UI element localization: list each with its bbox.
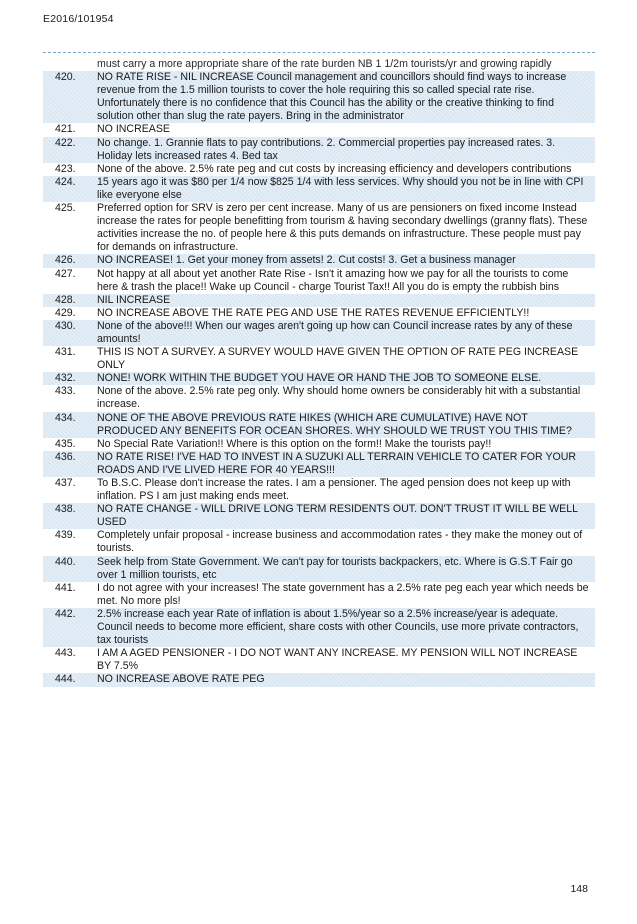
- table-row: [43, 647, 595, 673]
- table-row: [43, 503, 595, 529]
- table-row: [43, 294, 595, 307]
- row-number: 438.: [55, 503, 76, 516]
- table-row: [43, 268, 595, 294]
- row-text: NO INCREASE: [97, 123, 170, 136]
- table-row: [43, 307, 595, 320]
- row-number: 441.: [55, 581, 76, 594]
- responses-table: [43, 58, 595, 687]
- table-row: [43, 137, 595, 163]
- table-row: [43, 202, 595, 254]
- row-text: THIS IS NOT A SURVEY. A SURVEY WOULD HAVE GIVEN THE OPTION OF RATE PEG INCREASE ONLY: [97, 346, 579, 372]
- table-row: [43, 163, 595, 176]
- table-row: [43, 477, 595, 503]
- row-number: 434.: [55, 411, 76, 424]
- table-row: [43, 412, 595, 438]
- header-divider: [43, 52, 595, 53]
- row-number: 437.: [55, 477, 76, 489]
- row-text: NIL INCREASE: [97, 293, 171, 306]
- row-number: 424.: [55, 175, 76, 188]
- table-row: [43, 582, 595, 608]
- row-text: I do not agree with your increases! The state government has a 2.5% rate peg each year which needs be met. No more pls!: [97, 581, 589, 607]
- row-text: must carry a more appropriate share of the rate burden NB 1 1/2m tourists/yr and growing rapidly: [97, 58, 552, 70]
- row-text: None of the above. 2.5% rate peg only. Why should home owners be considerably hit with a substantial increase.: [97, 385, 581, 411]
- row-text: NONE! WORK WITHIN THE BUDGET YOU HAVE OR HAND THE JOB TO SOMEONE ELSE.: [97, 372, 542, 385]
- row-number: 432.: [55, 372, 76, 385]
- row-number: 435.: [55, 437, 76, 450]
- document-reference: E2016/101954: [43, 13, 114, 25]
- table-row: [43, 372, 595, 385]
- page-number: 148: [570, 883, 588, 895]
- table-row: [43, 529, 595, 555]
- table-row: [43, 71, 595, 123]
- row-text: Not happy at all about yet another Rate Rise - Isn't it amazing how we pay for all the tourists to come here & trash the place!! Wake up Council - charge Tourist Tax!! All you do is empty the rubbish bins: [97, 267, 569, 293]
- row-text: NONE OF THE ABOVE PREVIOUS RATE HIKES (WHICH ARE CUMULATIVE) HAVE NOT PRODUCED ANY BENEFITS FOR OCEAN SHORES. WHY SHOULD WE TRUST YOU THIS TIME?: [97, 411, 572, 437]
- row-number: 439.: [55, 529, 76, 542]
- row-text: NO INCREASE! 1. Get your money from assets! 2. Cut costs! 3. Get a business manager: [97, 254, 516, 267]
- row-number: 442.: [55, 607, 76, 620]
- table-row: [43, 346, 595, 372]
- table-row: [43, 556, 595, 582]
- row-number: 433.: [55, 385, 76, 398]
- row-text: 2.5% increase each year Rate of inflation is about 1.5%/year so a 2.5% increase/year is adequate. Council needs to become more efficient, share costs with other Councils, use more private contractors, tax tourists: [97, 607, 579, 647]
- row-number: 420.: [55, 71, 76, 84]
- row-number: 429.: [55, 306, 76, 319]
- table-row: [43, 451, 595, 477]
- table-row: [43, 254, 595, 267]
- row-number: 428.: [55, 293, 76, 306]
- row-number: 423.: [55, 162, 76, 175]
- row-number: 421.: [55, 123, 76, 136]
- row-number: 444.: [55, 673, 76, 686]
- row-text: NO RATE RISE - NIL INCREASE Council management and councillors should find ways to increase revenue from the 1.5 million tourists to cover the hole requiring this so called special rate rise. Unfortunately there is no confidence that this Council has the ability or the creative thinking to find solution other than slug the rate payers. Bring in the administrator: [97, 71, 567, 123]
- row-number: 443.: [55, 647, 76, 660]
- row-number: 426.: [55, 254, 76, 267]
- row-text: No change. 1. Grannie flats to pay contributions. 2. Commercial properties pay increased rates. 3. Holiday lets increased rates 4. Bed tax: [97, 136, 556, 162]
- row-number: 422.: [55, 136, 76, 149]
- row-number: 430.: [55, 319, 76, 332]
- table-row: [43, 385, 595, 411]
- table-row: [43, 123, 595, 136]
- row-text: None of the above!!! When our wages aren't going up how can Council increase rates by any of these amounts!: [97, 319, 573, 345]
- row-number: [43, 58, 97, 71]
- table-row: [43, 320, 595, 346]
- row-number: 427.: [55, 267, 76, 280]
- row-number: 440.: [55, 555, 76, 568]
- row-text: Seek help from State Government. We can't pay for tourists backpackers, etc. Where is G.S.T Fair go over 1 million tourists, etc: [97, 555, 573, 581]
- continuation-row: [43, 58, 595, 71]
- row-text: Preferred option for SRV is zero per cent increase. Many of us are pensioners on fixed income Instead increase the rates for people benefitting from tourism & having secondary dwellings (granny flats). These activities increase the no. of people here & this puts demands on infrastructure. These people must pay for demands on infrastructure.: [97, 202, 588, 254]
- row-text: None of the above. 2.5% rate peg and cut costs by increasing efficiency and developers contributions: [97, 162, 572, 175]
- table-row: [43, 438, 595, 451]
- row-number: 436.: [55, 450, 76, 463]
- row-number: 425.: [55, 202, 76, 215]
- table-row: [43, 608, 595, 647]
- row-text: I AM A AGED PENSIONER - I DO NOT WANT ANY INCREASE. MY PENSION WILL NOT INCREASE BY 7.5%: [97, 647, 578, 673]
- row-text: NO INCREASE ABOVE THE RATE PEG AND USE THE RATES REVENUE EFFICIENTLY!!: [97, 306, 530, 319]
- row-text: NO INCREASE ABOVE RATE PEG: [97, 673, 265, 686]
- row-number: 431.: [55, 346, 76, 359]
- row-text: 15 years ago it was $80 per 1/4 now $825 1/4 with less services. Why should you not be in line with CPI like everyone else: [97, 175, 584, 201]
- row-text: No Special Rate Variation!! Where is this option on the form!! Make the tourists pay!!: [97, 437, 492, 450]
- table-row: [43, 176, 595, 202]
- row-text: NO RATE CHANGE - WILL DRIVE LONG TERM RESIDENTS OUT. DON'T TRUST IT WILL BE WELL USED: [97, 503, 578, 529]
- row-text: NO RATE RISE! I'VE HAD TO INVEST IN A SUZUKI ALL TERRAIN VEHICLE TO CATER FOR YOUR ROADS AND I'VE LIVED HERE FOR 40 YEARS!!!: [97, 450, 577, 476]
- table-row: [43, 673, 595, 686]
- row-text: To B.S.C. Please don't increase the rates. I am a pensioner. The aged pension does not keep up with inflation. PS I am just making ends meet.: [97, 477, 571, 503]
- row-text: Completely unfair proposal - increase business and accommodation rates - they make the money out of tourists.: [97, 529, 583, 555]
